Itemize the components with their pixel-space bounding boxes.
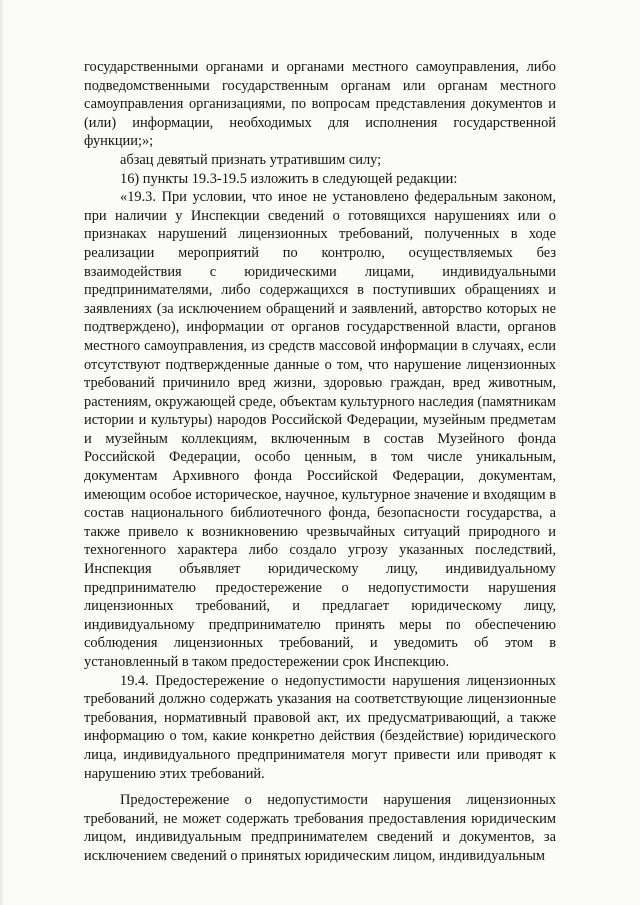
paragraph-abzac-9: абзац девятый признать утратившим силу; (120, 151, 382, 168)
paragraph-item-16: 16) пункты 19.3-19.5 изложить в следующей редакции: (120, 170, 458, 187)
document-body (84, 58, 556, 866)
paragraph-19-3: «19.3. При условии, что иное не установлено федеральным законом, при наличии у Инспекции сведений о готовящихся нарушениях или о признаках нарушений лицензионных требований, полученных в ходе реализации мероприятий по контролю, осуществляемых без взаимодействия с юридическими лицами, индивидуальными предпринимателями, либо содержащихся в поступивших обращениях и заявлениях (за исключением обращений и заявлений, авторство которых не подтверждено), информации от органов государственной власти, органов местного самоуправления, из средств массовой информации в случаях, если отсутствуют подтвержденные данные о том, что нарушение лицензионных требований причинило вред жизни, здоровью граждан, вред животным, растениям, окружающей среде, объектам культурного наследия (памятникам истории и культуры) народов Российской Федерации, музейным предметам и музейным коллекциям, включенным в состав Музейного фонда Российской Федерации, особо ценным, в том числе уникальным, документам Архивного фонда Российской Федерации, документам, имеющим особое историческое, научное, культурное значение и входящим в состав национального библиотечного фонда, безопасности государства, а также привело к возникновению чрезвычайных ситуаций природного и техногенного характера либо создало угрозу указанных последствий, Инспекция объявляет юридическому лицу, индивидуальному предпринимателю предостережение о недопустимости нарушения лицензионных требований, и предлагает юридическому лицу, индивидуальному предпринимателю принять меры по обеспечению соблюдения лицензионных требований, и уведомить об этом в установленный в таком предостережении срок Инспекцию. (84, 189, 556, 670)
paragraph-continuation: государственными органами и органами местного самоуправления, либо подведомственными государственным органам или органам местного самоуправления организациями, по вопросам представления документов и (или) информации, необходимых для исполнения государственной функции;»; (84, 59, 556, 150)
paragraph-19-4: 19.4. Предостережение о недопустимости нарушения лицензионных требований должно содержать указания на соответствующие лицензионные требования, нормативный правовой акт, их предусматривающий, а также информацию о том, какие конкретно действия (бездействие) юридического лица, индивидуального предпринимателя могут привести или приводят к нарушению этих требований. (84, 672, 556, 782)
paragraph-preduprezhdenie: Предостережение о недопустимости нарушения лицензионных требований, не может содержать требования предоставления юридическим лицом, индивидуальным предпринимателем сведений и документов, за исключением сведений о принятых юридическим лицом, индивидуальным (84, 792, 556, 864)
scan-edge-shadow (0, 0, 4, 905)
